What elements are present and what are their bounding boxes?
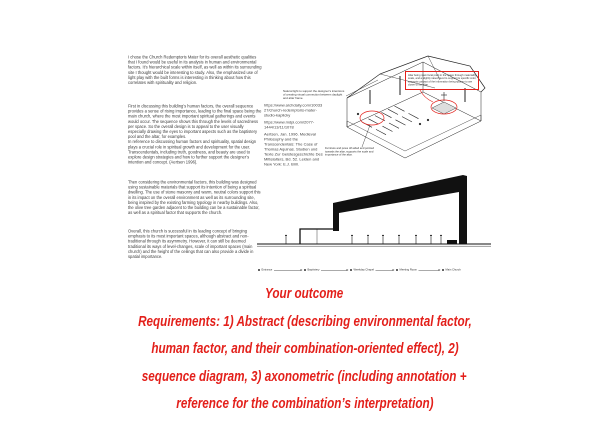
section-main-roof-wedge (333, 175, 467, 244)
sequence-arrow (321, 270, 348, 271)
pew-row (402, 117, 412, 122)
abstract-paragraph-human-factors (128, 104, 262, 165)
sequence-label: Entrance (261, 268, 273, 272)
requirements-text: reference for the combination’s interpretation) (175, 395, 434, 412)
axo-person (357, 113, 359, 115)
section-person-head (398, 235, 400, 237)
sequence-dot (350, 269, 352, 271)
sequence-step (350, 269, 396, 272)
paragraph: In reference to discussing human factors and spirituality, spatial design plays a crucial role in spiritual growth and development for the user. Transcendentals, including truth, goodness, and beauty are used to explore design strategies and how to further support the designer’s intention and concept. (Aertsen 1996). (128, 139, 257, 165)
outcome-block (0, 280, 609, 418)
sequence-label: Baptistery (307, 268, 320, 272)
furniture-leader-line (362, 125, 370, 147)
sequence-dot (442, 269, 444, 271)
section-diagram (257, 175, 491, 246)
outcome-title: Your outcome (265, 285, 344, 302)
sequence-row (258, 266, 490, 274)
sequence-arrow (419, 270, 440, 271)
sequence-label: Main Church (445, 268, 461, 272)
section-person-head (415, 235, 417, 237)
pew-row (395, 106, 405, 111)
pew-row (388, 109, 398, 114)
reference-item: https://www.mdpi.com/2077-1444/13/11/1078 (264, 120, 315, 130)
section-altar-step (447, 240, 457, 244)
sequence-label: Meeting Room (399, 268, 418, 272)
requirements-text: Requirements: 1) Abstract (describing environmental factor, (137, 312, 472, 330)
sequence-step (396, 269, 442, 272)
requirements-line (0, 335, 609, 363)
natural-light-leader-line (346, 80, 378, 96)
paragraph: I chose the Church Redemptoris Mater for its overall aesthetic qualities that I found would be useful in its analysis in human and environmental factors. It’s hierarchical scale within itself, as well as within its surrounding site I thought would be interesting to study. Also, the emphasized use of light play with the built forms is interesting in thinking about how this correlates with spirituality and religion. (128, 55, 262, 86)
axo-pews (362, 106, 419, 135)
section-person-head (351, 235, 353, 237)
outcome-title-line (0, 280, 609, 308)
section-person-head (367, 235, 369, 237)
section-people (285, 235, 442, 244)
axo-person (419, 123, 421, 125)
section-person-head (440, 235, 442, 237)
furniture-annotation: Furniture and pews off-sided and pointed towards the altar, supports the scale and importance of the altar. (325, 147, 374, 157)
abstract-paragraph-environmental-factors (128, 180, 262, 216)
sequence-dot (304, 269, 306, 271)
sequence-dot (258, 269, 260, 271)
sequence-dot (396, 269, 398, 271)
sequence-legend (258, 266, 490, 274)
reference-item: Aertsen, Jan. 1996. Medieval Philosophy and the Transcendentals: The Case of Thomas Aquinas. Studien und Texte Zur Geistesgeschichte Des Mittelalters, Bd. 52. Leiden and New York: E.J. Brill. (264, 132, 323, 167)
reference-item: https://www.archdaily.com/1003327/church-redemptoris-mater-studio-kaplicky (264, 103, 323, 118)
sequence-label: Weekday Chapel (353, 268, 374, 272)
pew-row (369, 119, 379, 124)
requirements-text: sequence diagram, 3) axonometric (including annotation + (142, 367, 467, 385)
abstract-paragraph-conclusion (128, 229, 262, 260)
section-person-head (382, 235, 384, 237)
sequence-arrow (274, 270, 302, 271)
paragraph: First in discussing this building’s human factors, the overall sequence provides a sense of rising importance, leading to the final space being the main church, where the most important spiritual gatherings and events would occur. The sequence shows this through the levels of sacredness per space. So the overall design is to appeal to the user visually especially drawing the eyes to important aspects such as the baptistery pool and the altar, for examples. (128, 104, 262, 140)
pew-row (376, 129, 386, 134)
abstract-paragraph-intro (128, 55, 262, 86)
pews-highlight-circle (360, 111, 384, 125)
sequence-arrow (375, 270, 394, 271)
references-list (264, 103, 323, 169)
sequence-step (258, 269, 304, 272)
section-person-head (430, 235, 432, 237)
altar-annotation: Altar being main focal point in the space through materiality, scale, and a slightly raised level to support its specific color, supports concept of the information being spoken to are closer to the altar. (407, 73, 477, 87)
requirements-line (0, 308, 609, 336)
pew-row (389, 123, 399, 128)
paragraph: Overall, this church is successful in its leading concept of bringing emphasis to its most important spaces, although abstract and non-traditional through its asymmetry. However, it can still be deemed traditional its ways of level-changes, scale of important spaces (main church) and the height of the ceilings that can also provide a divide in spatial importance. (128, 229, 254, 260)
natural-light-annotation: Natural light to support the designer’s intentions of creating visual connection between daylight and altar frame. (283, 90, 345, 100)
sequence-step (442, 269, 461, 272)
altar-annotation-box (405, 71, 479, 90)
pew-row (383, 126, 393, 131)
section-person-head (285, 235, 287, 237)
requirements-text: human factor, and their combination-oriented effect), 2) (150, 340, 459, 357)
paragraph: Then considering the environmental factors, this building was designed using sustainable materials that support its intention of being a spiritual dwelling. The use of stone masonry and warm, neutral colors support this in its impact on the overall environment as well as its surrounding site, being inspired by the existing farming typology in nearby buildings. Also, the olive tree garden adjacent to the building can be a sustainable factor, as well as a spiritual factor that supports the church. (128, 180, 261, 216)
pew-row (396, 120, 406, 125)
requirements-line (0, 390, 609, 418)
pew-row (409, 113, 419, 118)
axo-person (427, 119, 429, 121)
requirements-line (0, 363, 609, 391)
sequence-step (304, 269, 350, 272)
